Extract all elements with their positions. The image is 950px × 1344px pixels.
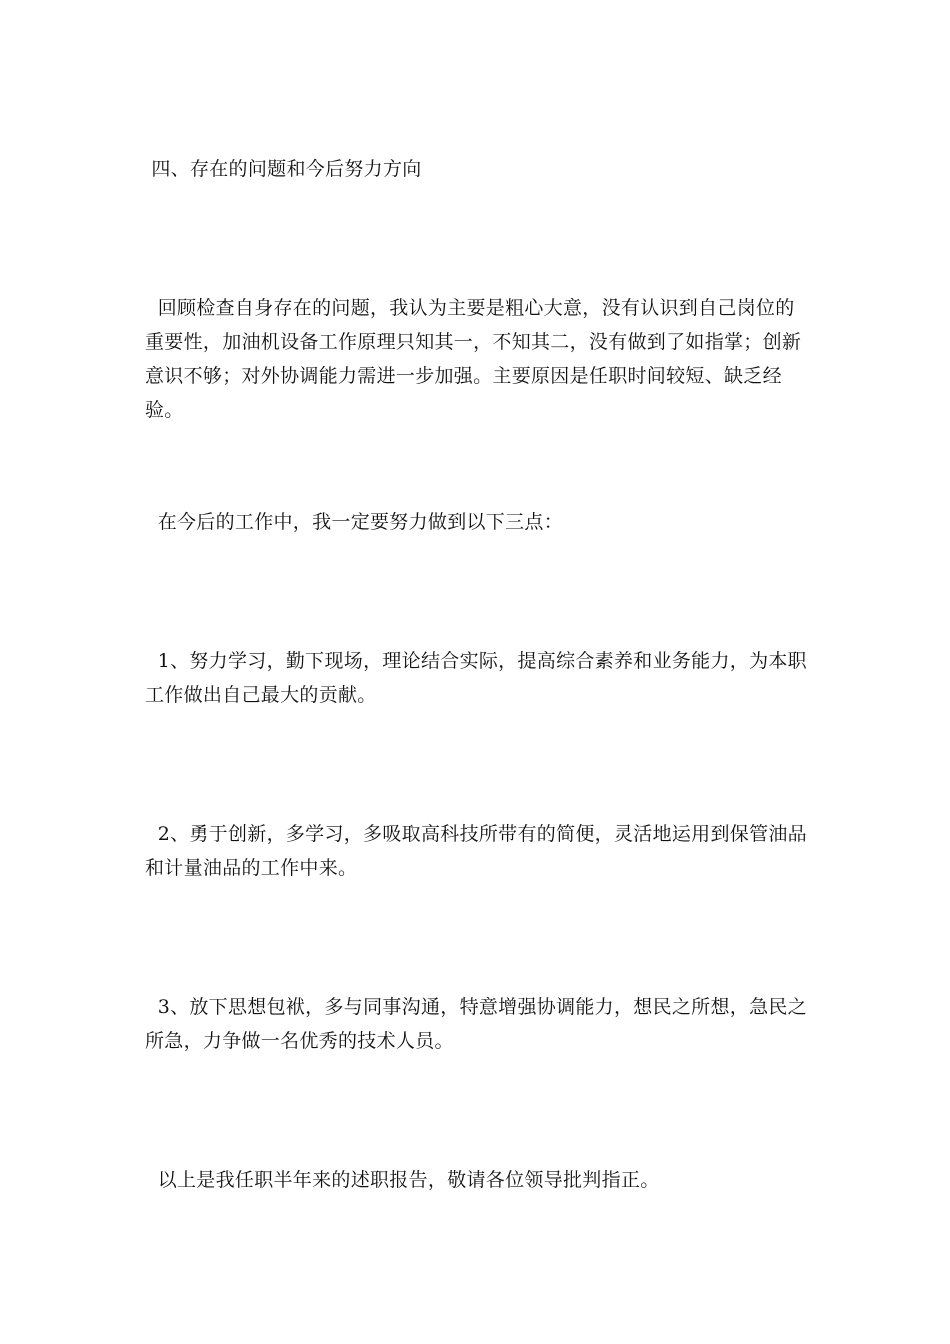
list-item: 1、努力学习，勤下现场，理论结合实际，提高综合素养和业务能力，为本职工作做出自己最大的贡献。	[145, 650, 807, 706]
closing-paragraph: 以上是我任职半年来的述职报告，敬请各位领导批判指正。	[145, 1169, 660, 1191]
intro-paragraph: 在今后的工作中，我一定要努力做到以下三点：	[145, 511, 563, 533]
list-item: 3、放下思想包袱，多与同事沟通，特意增强协调能力，想民之所想，急民之所急，力争做一名优秀的技术人员。	[145, 996, 807, 1052]
section-heading: 四、存在的问题和今后努力方向	[145, 158, 422, 180]
review-paragraph: 回顾检查自身存在的问题，我认为主要是粗心大意，没有认识到自己岗位的重要性，加油机设备工作原理只知其一，不知其二，没有做到了如指掌；创新意识不够；对外协调能力需进一步加强。主要原因是任职时间较短、缺乏经验。	[145, 297, 802, 421]
list-item: 2、勇于创新，多学习，多吸取高科技所带有的简便，灵活地运用到保管油品和计量油品的工作中来。	[145, 823, 807, 879]
